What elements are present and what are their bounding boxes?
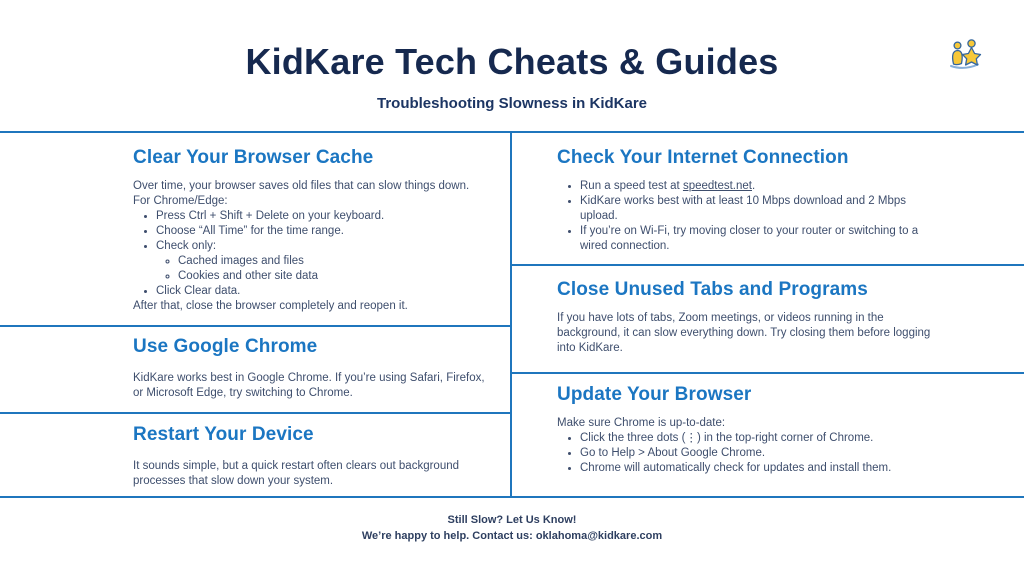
section-update-your-browser bbox=[512, 374, 1024, 496]
footer bbox=[0, 512, 1024, 544]
section-clear-browser-cache bbox=[0, 133, 510, 327]
list-item: • If you’re on Wi-Fi, try moving closer to your router or switching to a wired connection. bbox=[580, 224, 932, 254]
section-check-internet-connection bbox=[512, 133, 1024, 266]
sub-list-item: ◦ Cookies and other site data bbox=[178, 269, 494, 284]
left-column bbox=[0, 133, 512, 496]
footer-contact: We’re happy to help. Contact us: oklahoma@kidkare.com bbox=[361, 530, 663, 542]
list-item bbox=[580, 179, 932, 194]
header bbox=[0, 0, 1024, 113]
sub-list-item: ◦ Cached images and files bbox=[178, 254, 494, 269]
footer-callout: Still Slow? Let Us Know! bbox=[447, 514, 577, 526]
section-restart-your-device bbox=[0, 414, 510, 496]
content-grid bbox=[0, 131, 1024, 498]
section-heading: Update Your Browser bbox=[557, 384, 752, 405]
list-item: • Choose “All Time” for the time range. bbox=[156, 224, 494, 239]
intro-line: For Chrome/Edge: bbox=[133, 195, 228, 207]
list-item-text: Run a speed test at bbox=[580, 180, 683, 192]
speedtest-link[interactable]: speedtest.net bbox=[682, 180, 752, 192]
lead-text: Make sure Chrome is up-to-date: bbox=[557, 417, 726, 429]
section-use-google-chrome bbox=[0, 327, 510, 414]
kidkare-logo-icon bbox=[944, 36, 984, 72]
section-body: If you have lots of tabs, Zoom meetings, or videos running in the background, it can slow everything down. Try closing them before logging into KidKare. bbox=[557, 312, 931, 354]
list-item: • KidKare works best with at least 10 Mbps download and 2 Mbps upload. bbox=[580, 194, 932, 224]
section-heading: Clear Your Browser Cache bbox=[133, 147, 374, 168]
list-item: • Go to Help > About Google Chrome. bbox=[580, 446, 944, 461]
section-heading: Close Unused Tabs and Programs bbox=[557, 279, 868, 300]
section-heading: Check Your Internet Connection bbox=[557, 147, 849, 168]
list-item-label: Check only: bbox=[156, 240, 217, 252]
list-item: • Click the three dots (⋮) in the top-right corner of Chrome. bbox=[580, 431, 944, 446]
section-heading: Restart Your Device bbox=[133, 424, 314, 445]
cache-steps-list bbox=[133, 209, 494, 299]
right-column bbox=[512, 133, 1024, 496]
list-item: • Chrome will automatically check for updates and install them. bbox=[580, 461, 944, 476]
section-body: It sounds simple, but a quick restart often clears out background processes that slow down your system. bbox=[133, 460, 460, 487]
list-item: • Press Ctrl + Shift + Delete on your keyboard. bbox=[156, 209, 494, 224]
update-steps-list bbox=[557, 431, 944, 476]
section-close-unused-tabs bbox=[512, 266, 1024, 374]
list-item bbox=[156, 239, 494, 284]
intro-line: Over time, your browser saves old files that can slow things down. bbox=[133, 180, 470, 192]
section-heading: Use Google Chrome bbox=[133, 336, 318, 357]
page-subtitle: Troubleshooting Slowness in KidKare bbox=[376, 95, 648, 112]
section-body: KidKare works best in Google Chrome. If you’re using Safari, Firefox, or Microsoft Edge, try switching to Chrome. bbox=[133, 372, 485, 399]
list-item: • Click Clear data. bbox=[156, 284, 494, 299]
check-only-sublist bbox=[156, 254, 494, 284]
outro-text: After that, close the browser completely and reopen it. bbox=[133, 300, 408, 312]
page-title: KidKare Tech Cheats & Guides bbox=[245, 41, 779, 82]
list-item-text: . bbox=[752, 180, 756, 192]
internet-tips-list bbox=[557, 179, 932, 254]
